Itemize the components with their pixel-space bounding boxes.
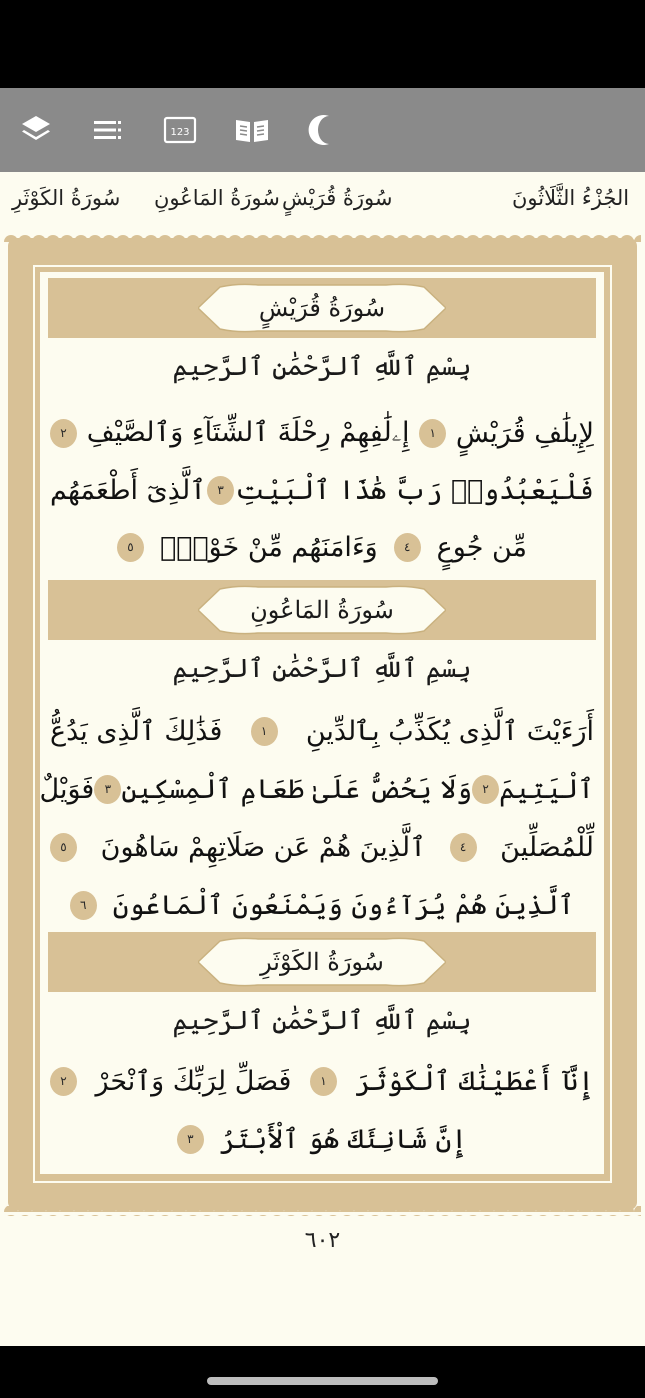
verse-line (50, 704, 594, 758)
header-sura-quraysh[interactable]: سُورَةُ قُرَيْشٍ (282, 186, 393, 210)
verse-number-marker[interactable]: ٦ (70, 891, 97, 920)
header-sura-kawthar[interactable]: سُورَةُ الكَوْثَرِ (12, 186, 121, 210)
verse-line (50, 406, 594, 460)
sura-header-quraysh (48, 278, 596, 338)
verse-number-marker[interactable]: ١ (310, 1067, 337, 1096)
verse-text: وَلَا يَحُضُّ عَلَىٰ طَعَامِ ٱلْمِسْكِينِ (121, 773, 473, 805)
verse-text: فَذَٰلِكَ ٱلَّذِى يَدُعُّ (50, 715, 223, 747)
list-icon[interactable] (88, 110, 128, 150)
verse-number-marker[interactable]: ٥ (117, 533, 144, 562)
verse-number-marker[interactable]: ٥ (50, 833, 77, 862)
book-icon[interactable] (232, 110, 272, 150)
page-number-icon[interactable] (160, 110, 200, 150)
moon-icon[interactable] (304, 110, 344, 150)
verse-text: لِإِيلَٰفِ قُرَيْشٍ (455, 417, 594, 449)
verse-text: إِنَّآ أَعْطَيْنَٰكَ ٱلْكَوْثَرَ (355, 1065, 594, 1097)
verse-line (50, 520, 594, 574)
verse-number-marker[interactable]: ٢ (50, 419, 77, 448)
verse-number-marker[interactable]: ٣ (177, 1125, 204, 1154)
header-sura-maun[interactable]: سُورَةُ المَاعُونِ (154, 186, 280, 210)
sura-title: سُورَةُ الكَوْثَرِ (260, 948, 384, 976)
page-number-icon-label: 123 (170, 127, 190, 138)
verse-text: ٱلَّذِىٓ أَطْعَمَهُم (50, 474, 206, 506)
home-indicator[interactable] (207, 1377, 438, 1385)
verse-number-marker[interactable]: ٤ (450, 833, 477, 862)
verse-text: فَلْيَعْبُدُوا۟ رَبَّ هَٰذَا ٱلْبَيْتِ (235, 474, 594, 506)
verse-text: إِۦلَٰفِهِمْ رِحْلَةَ ٱلشِّتَآءِ وَٱلصَّيْفِ (86, 417, 410, 448)
verse-text: مِّن جُوعٍ (436, 531, 528, 563)
verse-text: لِّلْمُصَلِّينَ (500, 831, 594, 863)
verse-line (50, 1054, 594, 1108)
verse-line (39, 762, 594, 816)
verse-line (50, 1112, 594, 1166)
verse-text: ٱلَّذِينَ هُمْ عَن صَلَاتِهِمْ سَاهُونَ (100, 831, 426, 863)
status-bar (0, 0, 645, 88)
verse-line (50, 820, 594, 874)
sura-title: سُورَةُ المَاعُونِ (250, 596, 394, 624)
verse-number-marker[interactable]: ١ (251, 717, 278, 746)
verse-number-marker[interactable]: ٢ (472, 775, 499, 804)
sura-title: سُورَةُ قُرَيْشٍ (258, 294, 386, 322)
verse-text: فَصَلِّ لِرَبِّكَ وَٱنْحَرْ (95, 1065, 292, 1097)
layers-icon[interactable] (16, 110, 56, 150)
basmala: بِسْمِ ٱللَّهِ ٱلرَّحْمَٰنِ ٱلرَّحِيمِ (172, 654, 472, 684)
verse-text: فَوَيْلٌ (39, 773, 95, 805)
verse-line (50, 463, 594, 517)
toolbar (0, 88, 645, 172)
page-number: ٦٠٢ (304, 1228, 341, 1253)
verse-number-marker[interactable]: ٤ (394, 533, 421, 562)
basmala: بِسْمِ ٱللَّهِ ٱلرَّحْمَٰنِ ٱلرَّحِيمِ (172, 352, 472, 382)
basmala: بِسْمِ ٱللَّهِ ٱلرَّحْمَٰنِ ٱلرَّحِيمِ (172, 1006, 472, 1036)
verse-text: ٱلْيَتِيمَ (499, 773, 594, 805)
page-header (0, 172, 645, 228)
system-nav-bar (0, 1346, 645, 1398)
sura-header-kawthar (48, 932, 596, 992)
sura-header-maun (48, 580, 596, 640)
verse-number-marker[interactable]: ١ (419, 419, 446, 448)
verse-number-marker[interactable]: ٢ (50, 1067, 77, 1096)
verse-line (50, 878, 594, 932)
juz-label: الجُزْءُ الثَّلَاثُونَ (512, 186, 630, 210)
verse-text: إِنَّ شَانِئَكَ هُوَ ٱلْأَبْتَرُ (219, 1123, 468, 1155)
verse-number-marker[interactable]: ٣ (94, 775, 121, 804)
verse-text: ٱلَّذِينَ هُمْ يُرَآءُونَ وَيَمْنَعُونَ ٱلْمَاعُونَ (112, 889, 575, 921)
verse-number-marker[interactable]: ٣ (207, 476, 234, 505)
verse-text: أَرَءَيْتَ ٱلَّذِى يُكَذِّبُ بِٱلدِّينِ (305, 715, 594, 747)
verse-text: وَءَامَنَهُم مِّنْ خَوْفٍۭ (159, 531, 378, 563)
